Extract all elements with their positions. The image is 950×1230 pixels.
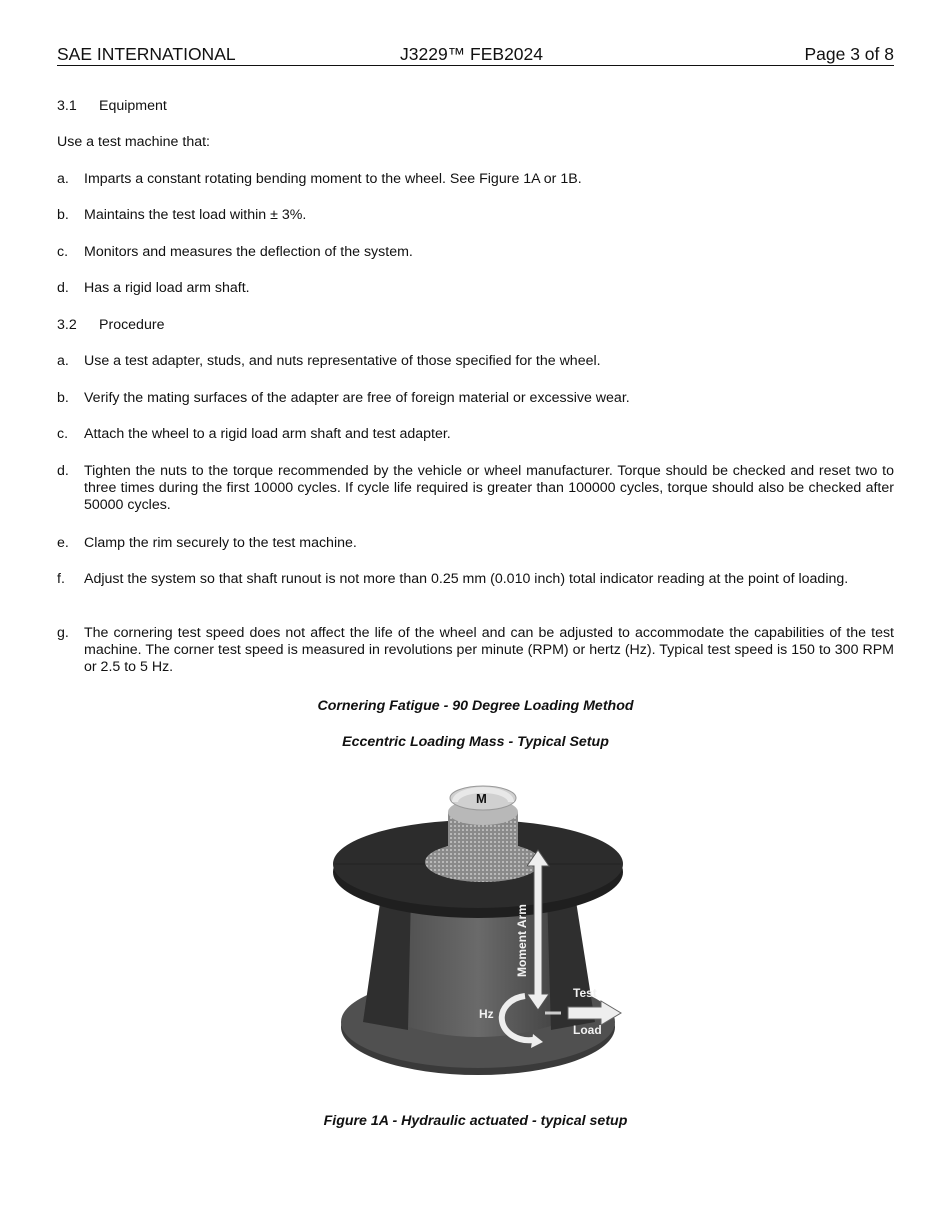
procedure-item	[57, 353, 894, 370]
section-number: 3.2	[57, 317, 77, 333]
item-text: Adjust the system so that shaft runout is not more than 0.25 mm (0.010 inch) total indicator reading at the point of loading.	[84, 571, 849, 587]
procedure-item	[57, 390, 894, 407]
procedure-item	[57, 426, 894, 443]
equipment-item	[57, 207, 894, 224]
item-text: Clamp the rim securely to the test machine.	[84, 535, 357, 551]
equipment-item	[57, 244, 894, 261]
procedure-item	[57, 535, 894, 552]
section-number: 3.1	[57, 98, 77, 114]
item-text: Tighten the nuts to the torque recommended by the vehicle or wheel manufacturer. Torque should be checked and reset two to three times during the first 10000 cycles. If cycle life required is greater than 100000 cycles, torque should also be checked after 50000 cycles.	[84, 463, 894, 513]
item-label: b.	[57, 390, 69, 406]
section-title: Equipment	[99, 98, 167, 114]
item-label: f.	[57, 571, 65, 587]
document-page	[57, 0, 894, 1230]
load-label: Load	[573, 1023, 602, 1037]
header-page-number: Page 3 of 8	[804, 44, 894, 64]
equipment-item	[57, 171, 894, 188]
section-title: Procedure	[99, 317, 165, 333]
procedure-item	[57, 625, 894, 676]
section-heading-equipment	[57, 98, 894, 115]
item-text: Monitors and measures the deflection of the system.	[84, 244, 413, 260]
item-text: The cornering test speed does not affect the life of the wheel and can be adjusted to accommodate the capabilities of the test machine. The corner test speed is measured in revolutions per minute (RPM) or hertz (Hz). Typical test speed is 150 to 300 RPM or 2.5 to 5 Hz.	[84, 625, 894, 675]
figure-title-loading-method: Cornering Fatigue - 90 Degree Loading Method	[317, 698, 634, 714]
item-text: Imparts a constant rotating bending moment to the wheel. See Figure 1A or 1B.	[84, 171, 582, 187]
page-header	[57, 44, 894, 66]
figure-caption: Figure 1A - Hydraulic actuated - typical setup	[323, 1113, 628, 1129]
item-label: a.	[57, 171, 69, 187]
test-label: Test	[573, 986, 597, 1000]
item-label: d.	[57, 463, 69, 479]
item-label: g.	[57, 625, 69, 641]
procedure-item	[57, 571, 894, 588]
item-text: Use a test adapter, studs, and nuts representative of those specified for the wheel.	[84, 353, 601, 369]
test-machine-figure	[333, 772, 623, 1082]
moment-label: M	[476, 791, 487, 806]
equipment-item	[57, 280, 894, 297]
item-text: Verify the mating surfaces of the adapter are free of foreign material or excessive wear.	[84, 390, 630, 406]
figure-title-setup: Eccentric Loading Mass - Typical Setup	[342, 734, 609, 750]
item-label: e.	[57, 535, 69, 551]
item-label: c.	[57, 426, 69, 442]
item-label: a.	[57, 353, 69, 369]
test-machine-illustration	[333, 772, 623, 1082]
header-organization: SAE INTERNATIONAL	[57, 44, 236, 64]
item-label: c.	[57, 244, 69, 260]
item-text: Maintains the test load within ± 3%.	[84, 207, 307, 223]
frequency-label: Hz	[479, 1007, 494, 1021]
item-label: d.	[57, 280, 69, 296]
item-text: Has a rigid load arm shaft.	[84, 280, 250, 296]
item-label: b.	[57, 207, 69, 223]
item-text: Attach the wheel to a rigid load arm shaft and test adapter.	[84, 426, 451, 442]
moment-arm-label: Moment Arm	[515, 904, 529, 977]
section-heading-procedure	[57, 317, 894, 334]
procedure-item	[57, 463, 894, 514]
header-document-id: J3229™ FEB2024	[400, 44, 544, 64]
equipment-intro: Use a test machine that:	[57, 134, 210, 150]
